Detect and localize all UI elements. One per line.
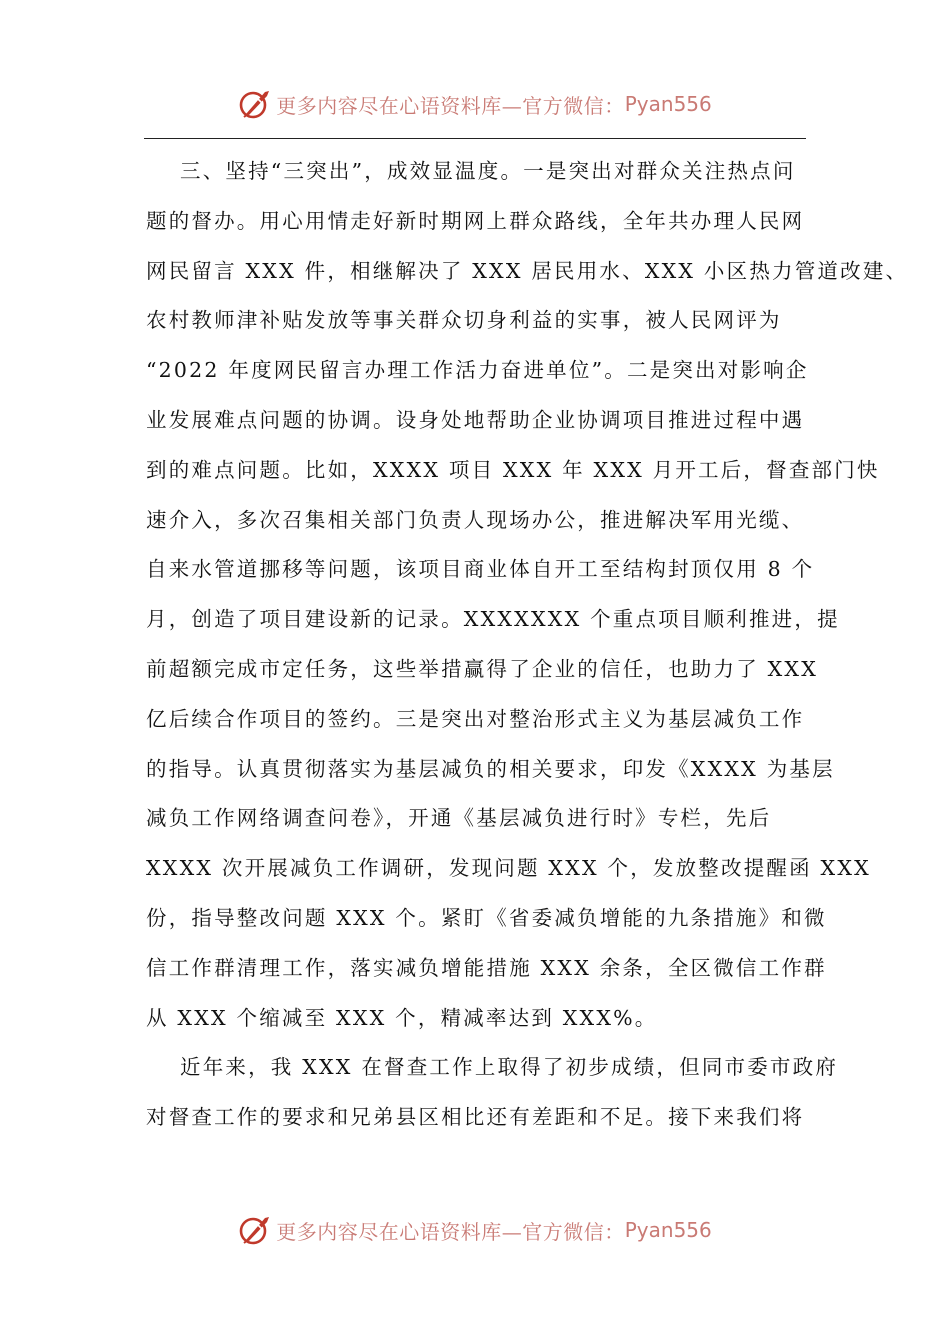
paragraph-line: 前超额完成市定任务，这些举措赢得了企业的信任，也助力了 XXX bbox=[146, 656, 818, 681]
paragraph-line: 到的难点问题。比如，XXXX 项目 XXX 年 XXX 月开工后，督查部门快 bbox=[146, 457, 880, 482]
paragraph-line: XXXX 次开展减负工作调研，发现问题 XXX 个，发放整改提醒函 XXX bbox=[146, 856, 871, 881]
header-banner bbox=[0, 84, 950, 124]
paragraph-line: 月，创造了项目建设新的记录。XXXXXXX 个重点项目顺利推进，提 bbox=[146, 607, 840, 632]
header-banner-wechat-id: Pyan556 bbox=[624, 92, 712, 116]
paragraph-line: 题的督办。用心用情走好新时期网上群众路线，全年共办理人民网 bbox=[146, 208, 805, 233]
paragraph-line: “2022 年度网民留言办理工作活力奋进单位”。二是突出对影响企 bbox=[146, 358, 809, 383]
paragraph-line: 速介入，多次召集相关部门负责人现场办公，推进解决军用光缆、 bbox=[146, 507, 805, 532]
paragraph-line: 信工作群清理工作，落实减负增能措施 XXX 余条，全区微信工作群 bbox=[146, 955, 827, 980]
footer-banner-wechat-id: Pyan556 bbox=[624, 1218, 712, 1242]
quill-pen-logo-icon bbox=[238, 87, 272, 121]
paragraph-line: 三、坚持“三突出”，成效显温度。一是突出对群众关注热点问 bbox=[180, 159, 796, 183]
header-banner-text: 更多内容尽在心语资料库—官方微信： bbox=[276, 93, 625, 118]
paragraph-line: 自来水管道挪移等问题，该项目商业体自开工至结构封顶仅用 8 个 bbox=[146, 557, 815, 582]
footer-banner bbox=[0, 1210, 950, 1250]
paragraph-line: 从 XXX 个缩减至 XXX 个，精减率达到 XXX%。 bbox=[146, 1005, 658, 1030]
paragraph-line: 对督查工作的要求和兄弟县区相比还有差距和不足。接下来我们将 bbox=[146, 1105, 805, 1130]
quill-pen-logo-icon bbox=[238, 1213, 272, 1247]
paragraph-line: 业发展难点问题的协调。设身处地帮助企业协调项目推进过程中遇 bbox=[146, 407, 805, 432]
paragraph-line: 份，指导整改问题 XXX 个。紧盯《省委减负增能的九条措施》和微 bbox=[146, 905, 827, 930]
paragraph-line: 网民留言 XXX 件，相继解决了 XXX 居民用水、XXX 小区热力管道改建、 bbox=[146, 258, 909, 283]
header-divider bbox=[144, 138, 806, 139]
paragraph-line: 减负工作网络调查问卷》，开通《基层减负进行时》专栏，先后 bbox=[146, 806, 772, 831]
document-body bbox=[146, 147, 909, 1143]
footer-banner-text: 更多内容尽在心语资料库—官方微信： bbox=[276, 1219, 625, 1244]
paragraph-line: 农村教师津补贴发放等事关群众切身利益的实事，被人民网评为 bbox=[146, 308, 782, 333]
paragraph-line: 亿后续合作项目的签约。三是突出对整治形式主义为基层减负工作 bbox=[146, 706, 805, 731]
paragraph-line: 的指导。认真贯彻落实为基层减负的相关要求，印发《XXXX 为基层 bbox=[146, 756, 835, 781]
paragraph-line: 近年来，我 XXX 在督查工作上取得了初步成绩，但同市委市政府 bbox=[180, 1055, 839, 1080]
